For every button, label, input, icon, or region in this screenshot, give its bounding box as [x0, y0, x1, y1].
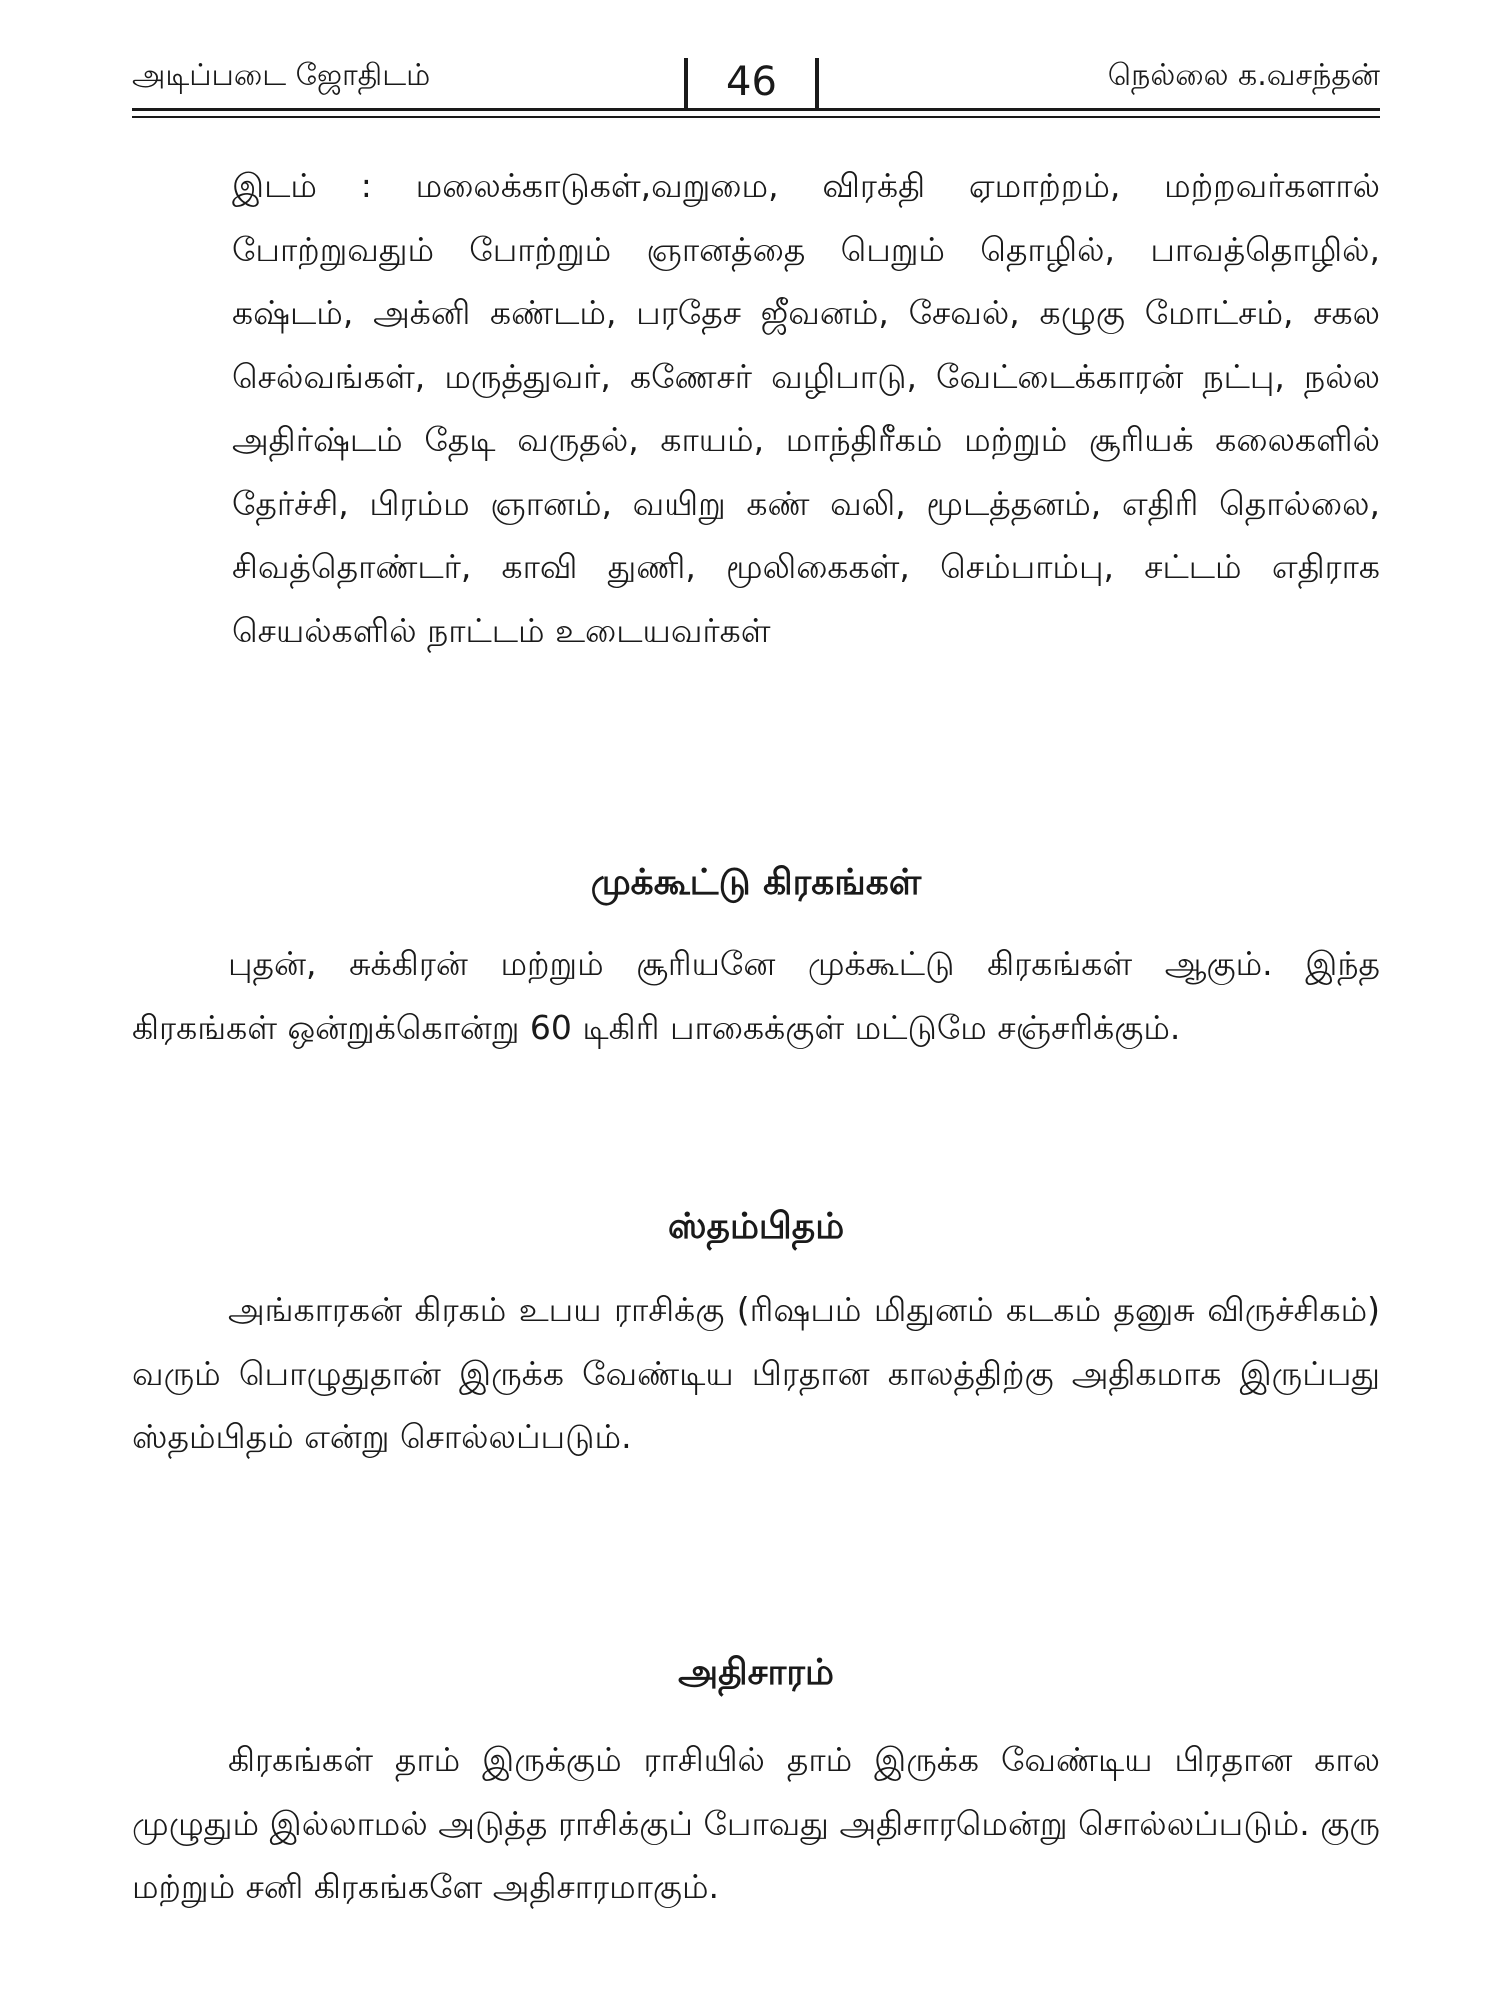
header-rule-bottom [132, 116, 1380, 118]
section-heading-mukkoottu: முக்கூட்டு கிரகங்கள் [590, 862, 922, 903]
section-heading-sthambitham: ஸ்தம்பிதம் [667, 1206, 845, 1247]
section-body-sthambitham: அங்காரகன் கிரகம் உபய ராசிக்கு (ரிஷபம் மிதுனம் கடகம் தனுசு விருச்சிகம்) வரும் பொழுதுதான் இருக்க வேண்டிய பிரதான காலத்திற்கு அதிகமாக இருப்பது ஸ்தம்பிதம் என்று சொல்லப்படும். [132, 1290, 1380, 1456]
section-heading-athisaram: அதிசாரம் [678, 1652, 834, 1693]
page-number-right-bar [815, 58, 819, 110]
section-body-athisaram: கிரகங்கள் தாம் இருக்கும் ராசியில் தாம் இருக்க வேண்டிய பிரதான கால முழுதும் இல்லாமல் அடுத்த ராசிக்குப் போவது அதிசாரமென்று சொல்லப்படும். குரு மற்றும் சனி கிரகங்களே அதிசாரமாகும். [132, 1740, 1380, 1906]
continuation-paragraph: இடம் : மலைக்காடுகள்,வறுமை, விரக்தி ஏமாற்றம், மற்றவர்களால் போற்றுவதும் போற்றும் ஞானத்தை பெறும் தொழில், பாவத்தொழில், கஷ்டம், அக்னி கண்டம், பரதேச ஜீவனம், சேவல், கழுகு மோட்சம், சகல செல்வங்கள், மருத்துவர், கணேசர் வழிபாடு, வேட்டைக்காரன் நட்பு, நல்ல அதிர்ஷ்டம் தேடி வருதல், காயம், மாந்திரீகம் மற்றும் சூரியக் கலைகளில் தேர்ச்சி, பிரம்ம ஞானம், வயிறு கண் வலி, மூடத்தனம், எதிரி தொல்லை, சிவத்தொண்டர், காவி துணி, மூலிகைகள், செம்பாம்பு, சட்டம் எதிராக செயல்களில் நாட்டம் உடையவர்கள் [232, 166, 1380, 650]
section-body-mukkoottu: புதன், சுக்கிரன் மற்றும் சூரியனே முக்கூட்டு கிரகங்கள் ஆகும். இந்த கிரகங்கள் ஒன்றுக்கொன்று 60 டிகிரி பாகைக்குள் மட்டுமே சஞ்சரிக்கும். [132, 944, 1380, 1047]
author-name: நெல்லை க.வசந்தன் [1107, 58, 1380, 93]
header-rule-top [132, 108, 1380, 111]
book-title: அடிப்படை ஜோதிடம் [132, 58, 431, 93]
page-number: 46 [726, 59, 777, 105]
